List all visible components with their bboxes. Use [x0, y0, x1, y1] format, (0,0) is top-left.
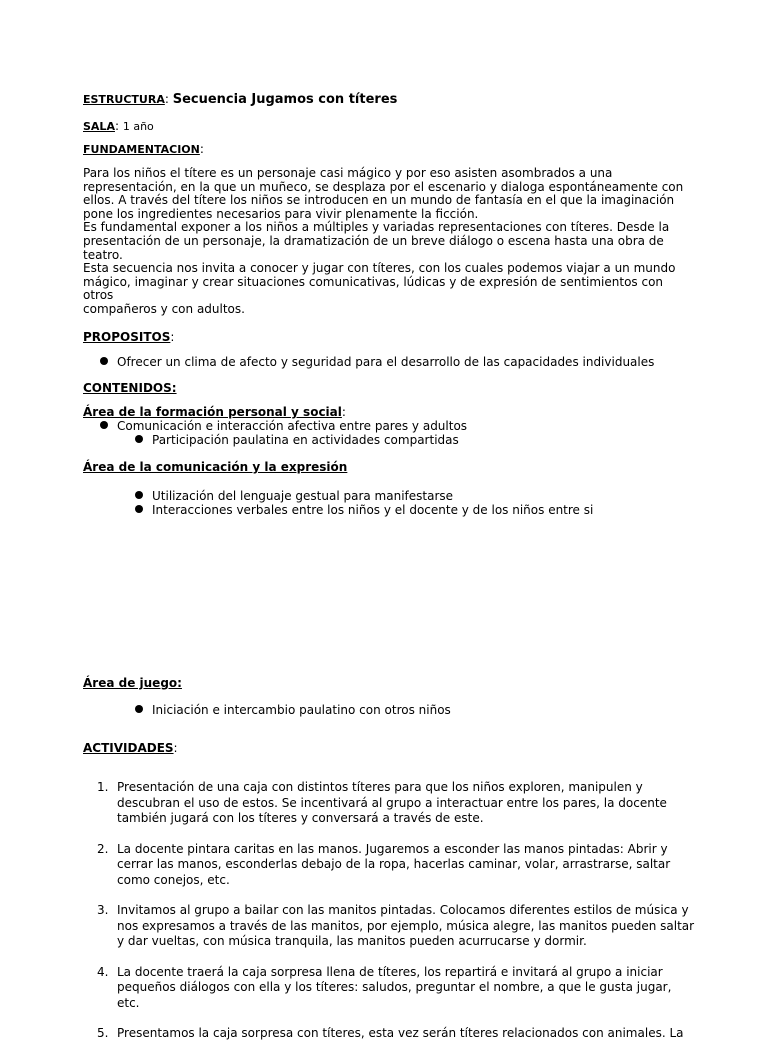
item-line: La docente pintara caritas en las manos. Jugaremos a esconder las manos pintadas: Abrir y: [117, 841, 668, 856]
list-item: [100, 419, 467, 433]
item-line: como conejos, etc.: [117, 872, 230, 887]
fundamentacion-heading: FUNDAMENTACION:: [83, 142, 204, 156]
sala-label: SALA: [83, 120, 115, 133]
list-item: [97, 842, 697, 889]
list-item-text: Participación paulatina en actividades compartidas: [152, 433, 459, 447]
paragraph-line: Para los niños el títere es un personaje casi mágico y por eso asisten asombrados a una: [83, 166, 613, 180]
list-subitem: [135, 433, 459, 447]
sala-line: SALA: 1 año: [83, 119, 154, 133]
area-comunicacion-title: Área de la comunicación y la expresión: [83, 460, 348, 474]
bullet-icon: [135, 705, 143, 713]
item-line: descubran el uso de estos. Se incentivará al grupo a interactuar entre los pares, la docente: [117, 795, 667, 810]
item-line: La docente traerá la caja sorpresa llena de títeres, los repartirá e invitará al grupo a iniciar: [117, 964, 663, 979]
list-item: [135, 503, 593, 517]
paragraph-line: presentación de un personaje, la dramatización de un breve diálogo o escena hasta una obra de: [83, 233, 664, 248]
list-item-text: Ofrecer un clima de afecto y seguridad para el desarrollo de las capacidades individuales: [117, 355, 655, 369]
actividades-list: [97, 780, 697, 1042]
contenidos-heading: [83, 381, 177, 395]
list-item: [100, 355, 654, 369]
bullet-icon: [135, 505, 143, 513]
area-personal-heading: Área de la formación personal y social:: [83, 405, 346, 419]
structure-title: Secuencia Jugamos con títeres: [172, 92, 398, 107]
contenidos-label: CONTENIDOS:: [83, 381, 177, 395]
item-line: Presentación de una caja con distintos títeres para que los niños exploren, manipulen y: [117, 780, 643, 794]
paragraph-line: compañeros y con adultos.: [83, 301, 245, 316]
list-item-text: Iniciación e intercambio paulatino con otros niños: [152, 703, 451, 717]
fundamentacion-label: FUNDAMENTACION: [83, 143, 200, 156]
item-line: Presentamos la caja sorpresa con títeres, esta vez serán títeres relacionados con animales. La: [117, 1026, 684, 1040]
bullet-icon: [135, 435, 143, 443]
paragraph-line: mágico, imaginar y crear situaciones comunicativas, lúdicas y de expresión de sentimientos con otros: [83, 274, 664, 303]
propositos-heading: PROPOSITOS:: [83, 330, 175, 344]
item-line: y dar vueltas, con música tranquila, las manitos pueden acurrucarse y dormir.: [117, 934, 587, 948]
area-juego-title: Área de juego:: [83, 676, 182, 690]
item-line: nos expresamos a través de las manitos, por ejemplo, música alegre, las manitos pueden saltar: [117, 918, 695, 933]
item-line: también jugará con los títeres y conversará a través de este.: [117, 811, 484, 825]
paragraph-line: ellos. A través del títere los niños se introducen en un mundo de fantasía en el que la imaginación: [83, 193, 675, 208]
item-number: 1.: [97, 780, 109, 794]
list-item: [135, 703, 451, 717]
list-item: [97, 903, 697, 950]
item-number: 2.: [97, 841, 109, 856]
area-juego-heading: [83, 676, 182, 690]
list-item: [97, 965, 697, 1012]
item-number: 3.: [97, 903, 109, 917]
colon: :: [164, 92, 173, 106]
actividades-label: ACTIVIDADES: [83, 741, 174, 755]
area-comunicacion-heading: [83, 460, 347, 474]
structure-label: ESTRUCTURA: [83, 93, 165, 106]
sala-value: 1 año: [122, 120, 154, 133]
structure-line: [83, 92, 397, 107]
list-item-text: Interacciones verbales entre los niños y el docente y de los niños entre si: [152, 503, 594, 517]
actividades-heading: ACTIVIDADES:: [83, 741, 178, 755]
item-line: Invitamos al grupo a bailar con las manitos pintadas. Colocamos diferentes estilos de música y: [117, 903, 689, 917]
bullet-icon: [100, 421, 108, 429]
paragraph-line: representación, en la que un muñeco, se desplaza por el escenario y dialoga espontáneamente con: [83, 179, 684, 194]
bullet-icon: [135, 491, 143, 499]
list-item: [97, 780, 697, 827]
item-line: cerrar las manos, esconderlas debajo de la ropa, hacerlas caminar, volar, arrastrarse, saltar: [117, 857, 671, 871]
list-item-text: Utilización del lenguaje gestual para manifestarse: [152, 489, 454, 503]
fundamentacion-paragraph: [83, 167, 693, 317]
paragraph-line: teatro.: [83, 247, 123, 262]
list-item-text: Comunicación e interacción afectiva entre pares y adultos: [117, 419, 468, 433]
paragraph-line: Esta secuencia nos invita a conocer y jugar con títeres, con los cuales podemos viajar a un mundo: [83, 261, 676, 276]
area-personal-title: Área de la formación personal y social: [83, 405, 342, 419]
paragraph-line: Es fundamental exponer a los niños a múltiples y variadas representaciones con títeres. Desde la: [83, 220, 670, 235]
list-item: [135, 489, 453, 503]
paragraph-line: pone los ingredientes necesarios para vivir plenamente la ficción.: [83, 206, 479, 221]
list-item: [97, 1026, 697, 1042]
item-line: pequeños diálogos con ella y los títeres: saludos, preguntar el nombre, a que le gusta jugar, etc.: [117, 980, 672, 1010]
propositos-label: PROPOSITOS: [83, 330, 171, 344]
bullet-icon: [100, 357, 108, 365]
item-number: 5.: [97, 1026, 109, 1040]
item-number: 4.: [97, 964, 109, 979]
